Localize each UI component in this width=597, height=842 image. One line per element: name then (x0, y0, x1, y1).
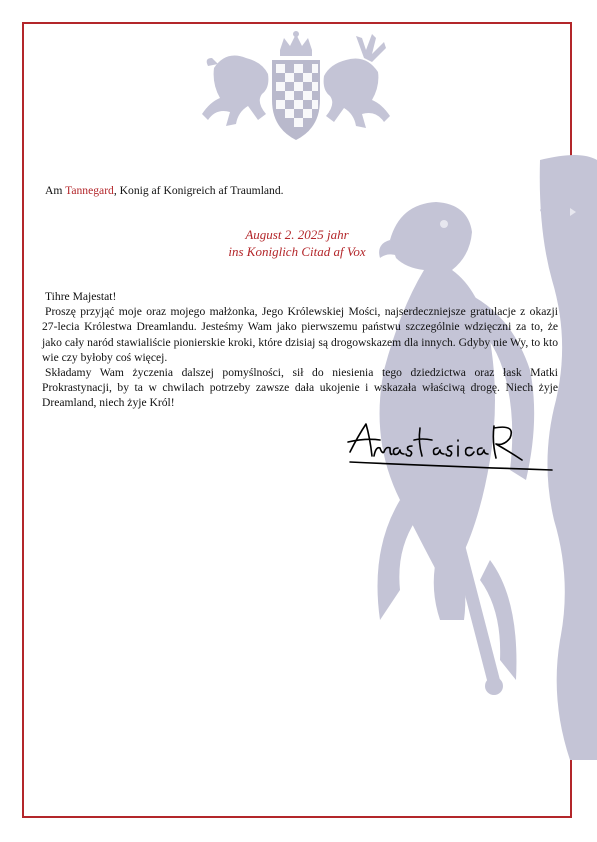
paragraph-2: Składamy Wam życzenia dalszej pomyślności, sił do niesienia tego dziedzictwa oraz łask Matki Prokrastynacji, by ta w chwilach potrzeby zawsze dała ukojenie i wskazała właściwą drogę. Niech żyje Dreamland, niech żyje Król! (42, 366, 558, 410)
addressee-line (45, 183, 284, 198)
addressee-name: Tannegard (65, 184, 114, 197)
handwritten-signature (346, 418, 556, 478)
salutation-prefix: Am (45, 184, 63, 197)
letter-body (42, 289, 558, 411)
date-line: August 2. 2025 jahr (245, 227, 349, 242)
dateline (22, 226, 572, 260)
greeting: Tihre Majestat! (45, 290, 117, 303)
addressee-title: , Konig af Konigreich af Traumland. (113, 184, 284, 197)
place-line: ins Koniglich Citad af Vox (228, 244, 366, 259)
paragraph-1: Proszę przyjąć moje oraz mojego małżonka, Jego Królewskiej Mości, najserdeczniejsze gratulacje z okazji 27-lecia Królestwa Dreamlandu. Jesteśmy Wam jako pierwszemu państwu szczególnie wdzięczni za to, że jako cały naród stawialiście pionierskie kroki, które dzisiaj są drogowskazem dla innych. Gdyby nie Wy, to kto wie czy byłoby coś więcej. (42, 305, 558, 364)
